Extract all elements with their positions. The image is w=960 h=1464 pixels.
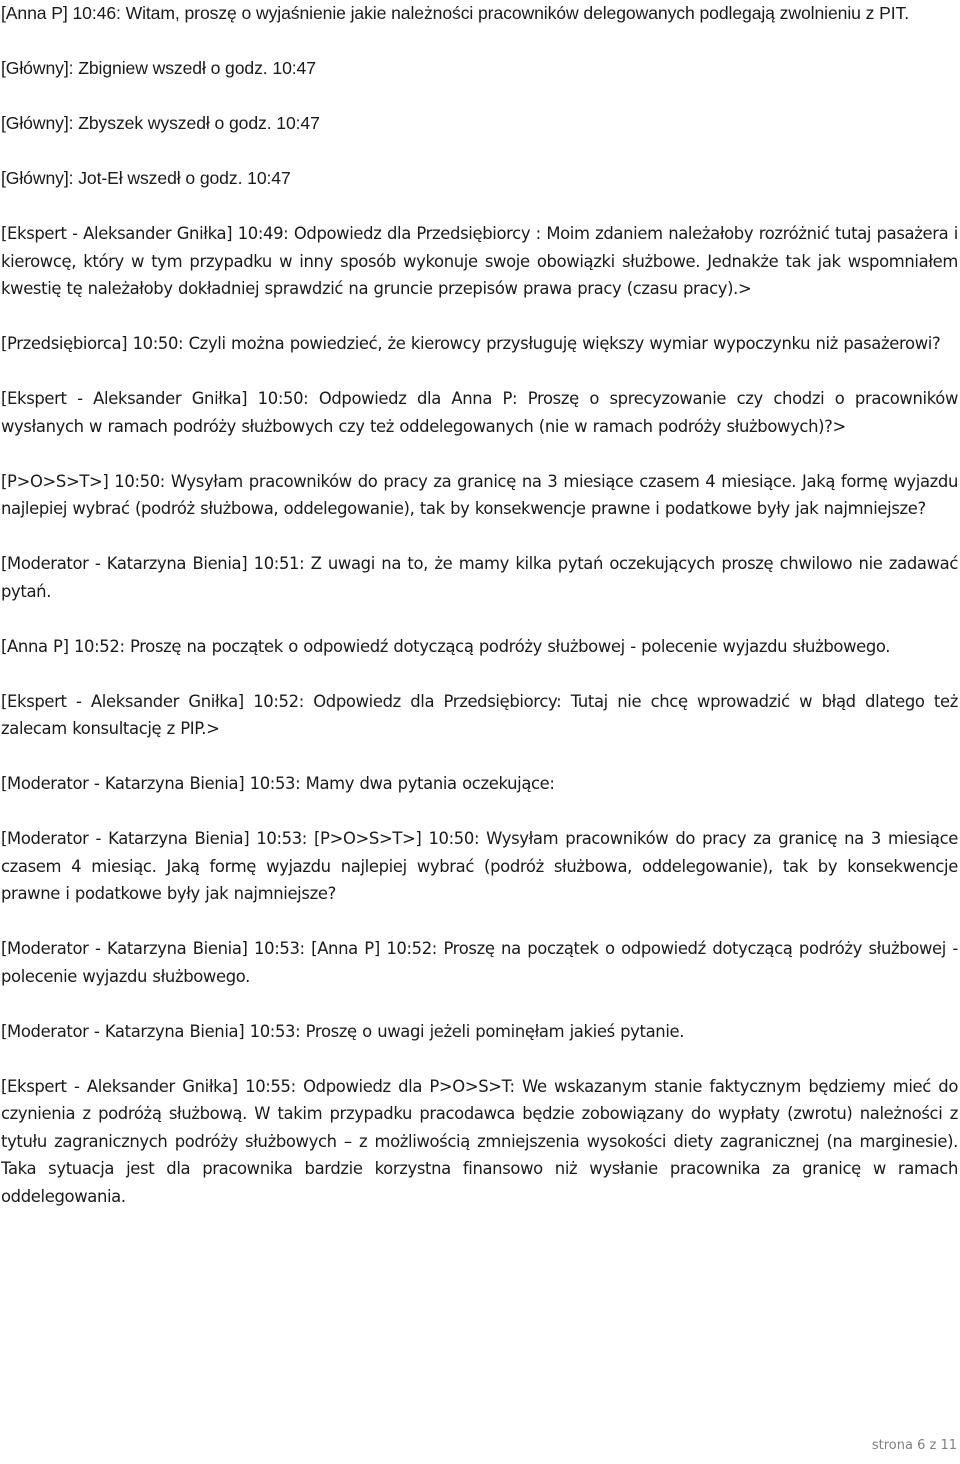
chat-message: [Moderator - Katarzyna Bienia] 10:53: Proszę o uwagi jeżeli pominęłam jakieś pytanie. xyxy=(1,1021,685,1041)
chat-message: [Moderator - Katarzyna Bienia] 10:53: [P>O>S>T>] 10:50: Wysyłam pracowników do pracy za granicę na 3 miesiące czasem 4 miesiąc. Jaką formę wyjazdu najlepiej wybrać (podróż służbowa, oddelegowanie), tak by konsekwencje prawne i podatkowe były jak najmniejsze? xyxy=(1,829,958,903)
chat-message: [Ekspert - Aleksander Gniłka] 10:50: Odpowiedz dla Anna P: Proszę o sprecyzowanie czy chodzi o pracowników wysłanych w ramach podróży służbowych czy też oddelegowanych (nie w ramach podróży służbowych)?> xyxy=(1,389,958,436)
chat-message: [Główny]: Jot-Eł wszedł o godz. 10:47 xyxy=(1,168,291,188)
chat-message: [Główny]: Zbyszek wyszedł o godz. 10:47 xyxy=(1,113,320,133)
chat-message: [Moderator - Katarzyna Bienia] 10:51: Z uwagi na to, że mamy kilka pytań oczekujących proszę chwilowo nie zadawać pytań. xyxy=(1,554,958,601)
chat-message: [Przedsiębiorca] 10:50: Czyli można powiedzieć, że kierowcy przysługuję większy wymiar wypoczynku niż pasażerowi? xyxy=(1,334,941,353)
chat-message: [Główny]: Zbigniew wszedł o godz. 10:47 xyxy=(1,58,316,78)
chat-transcript xyxy=(1,0,958,1238)
chat-message: [Ekspert - Aleksander Gniłka] 10:55: Odpowiedz dla P>O>S>T: We wskazanym stanie faktycznym będziemy mieć do czynienia z podróżą służbową. W takim przypadku pracodawca będzie zobowiązany do wypłaty (zwrotu) należności z tytułu zagranicznych podróży służbowych – z możliwością zmniejszenia wysokości diety zagranicznej (na marginesie). Taka sytuacja jest dla pracownika bardzie korzystna finansowo niż wysłanie pracownika za granicę w ramach oddelegowania. xyxy=(1,1076,958,1206)
chat-message: [Anna P] 10:46: Witam, proszę o wyjaśnienie jakie należności pracowników delegowanych podlegają zwolnieniu z PIT. xyxy=(1,3,909,23)
chat-message: [Moderator - Katarzyna Bienia] 10:53: Mamy dwa pytania oczekujące: xyxy=(1,774,555,793)
chat-message: [P>O>S>T>] 10:50: Wysyłam pracowników do pracy za granicę na 3 miesiące czasem 4 miesiące. Jaką formę wyjazdu najlepiej wybrać (podróż służbowa, oddelegowanie), tak by konsekwencje prawne i podatkowe były jak najmniejsze? xyxy=(1,471,958,518)
page-number: strona 6 z 11 xyxy=(871,1438,957,1453)
chat-message: [Ekspert - Aleksander Gniłka] 10:49: Odpowiedz dla Przedsiębiorcy : Moim zdaniem należałoby rozróżnić tutaj pasażera i kierowcę, który w tym przypadku w inny sposób wykonuje swoje obowiązki służbowe. Jednakże tak jak wspomniałem kwestię tę należałoby dokładniej sprawdzić na gruncie przepisów prawa pracy (czasu pracy).> xyxy=(1,224,958,298)
chat-message: [Moderator - Katarzyna Bienia] 10:53: [Anna P] 10:52: Proszę na początek o odpowiedź dotyczącą podróży służbowej - polecenie wyjazdu służbowego. xyxy=(1,939,958,986)
chat-message: [Anna P] 10:52: Proszę na początek o odpowiedź dotyczącą podróży służbowej - polecenie wyjazdu służbowego. xyxy=(1,636,891,656)
chat-message: [Ekspert - Aleksander Gniłka] 10:52: Odpowiedz dla Przedsiębiorcy: Tutaj nie chcę wprowadzić w błąd dlatego też zalecam konsultację z PIP.> xyxy=(1,691,958,738)
